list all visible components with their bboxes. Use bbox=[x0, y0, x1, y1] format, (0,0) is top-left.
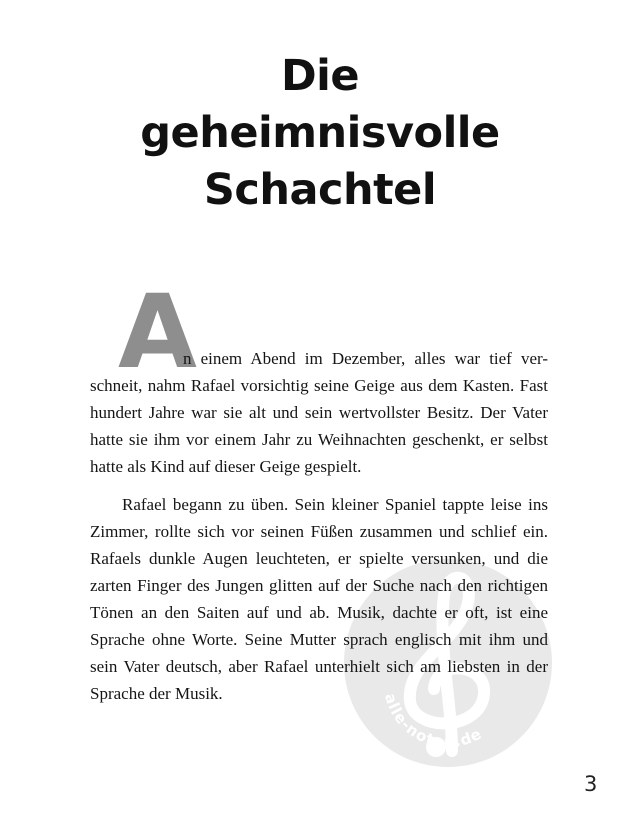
drop-cap: A bbox=[118, 273, 195, 392]
paragraph-line: hatte als Kind auf dieser Geige gespielt. bbox=[90, 457, 362, 476]
chapter-title bbox=[100, 48, 540, 219]
chapter-title-line: Schachtel bbox=[203, 165, 437, 215]
chapter-title-line: geheimnisvolle bbox=[140, 108, 500, 158]
paragraph-line: Rafaels dunkle Augen leuchteten, er spielte versunken, und die bbox=[90, 549, 548, 568]
paragraph-line: Sprache der Musik. bbox=[90, 684, 223, 703]
chapter-title-line: Die bbox=[280, 51, 360, 101]
paragraph-line: n einem Abend im Dezember, alles war tief ver- bbox=[183, 349, 548, 368]
paragraph-line: sein Vater deutsch, aber Rafael unterhielt sich am liebsten in der bbox=[90, 657, 548, 676]
paragraph-line: hundert Jahre war sie alt und sein wertvollster Besitz. Der Vater bbox=[90, 403, 548, 422]
watermark-text-path: alle-noten.de bbox=[381, 691, 486, 752]
paragraph-2 bbox=[90, 491, 548, 707]
paragraph-line: schneit, nahm Rafael vorsichtig seine Geige aus dem Kasten. Fast bbox=[90, 376, 548, 395]
paragraph-line: Rafael begann zu üben. Sein kleiner Spaniel tappte leise ins bbox=[122, 495, 548, 514]
paragraph-line: Sprache ohne Worte. Seine Mutter sprach englisch mit ihm und bbox=[90, 630, 548, 649]
paragraph-line: Tönen an den Saiten auf und ab. Musik, dachte er oft, ist eine bbox=[90, 603, 548, 622]
paragraph-line: hatte sie ihm vor einem Jahr zu Weihnachten geschenkt, er selbst bbox=[90, 430, 548, 449]
paragraph-line: Zimmer, rollte sich vor seinen Füßen zusammen und schlief ein. bbox=[90, 522, 548, 541]
page-number: 3 bbox=[584, 772, 598, 796]
paragraph-1 bbox=[90, 345, 548, 480]
paragraph-line: zarten Finger des Jungen glitten auf der Suche nach den richtigen bbox=[90, 576, 548, 595]
